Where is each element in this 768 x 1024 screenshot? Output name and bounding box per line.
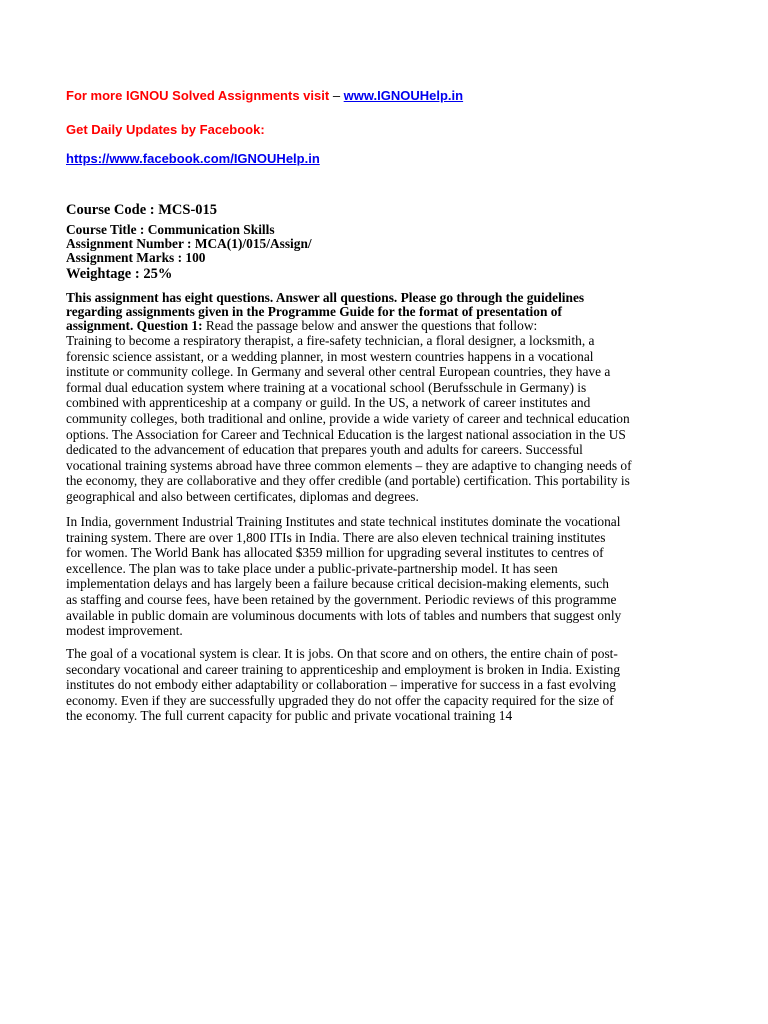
paragraph-line: In India, government Industrial Training Institutes and state technical institutes dominate the vocational (66, 514, 621, 529)
paragraph-line: institute or community college. In Germany and several other central European countries, they have a (66, 364, 611, 380)
course-code: Course Code : MCS-015 (66, 202, 218, 218)
weightage: Weightage : 25% (66, 266, 173, 282)
paragraph-line: geographical and also between certificates, diplomas and degrees. (66, 488, 419, 504)
assignment-number: Assignment Number : MCA(1)/015/Assign/ (66, 236, 312, 251)
course-title: Course Title : Communication Skills (66, 222, 275, 237)
paragraph-line: the economy, they are collaborative and they offer credible (and portable) certification. This portability is (66, 473, 630, 489)
promo-text: For more IGNOU Solved Assignments visit (66, 88, 330, 103)
instructions-line (66, 319, 696, 333)
question-prompt: Read the passage below and answer the questions that follow: (202, 317, 538, 333)
paragraph-line: community colleges, both traditional and online, provide a wide variety of career and technical education (66, 410, 630, 426)
paragraph-line: formal dual education system where training at a vocational school (Berufsschule in Germany) is (66, 379, 587, 395)
paragraph-line: Training to become a respiratory therapist, a fire-safety technician, a floral designer, a locksmith, a (66, 333, 595, 348)
assignment-marks: Assignment Marks : 100 (66, 250, 206, 265)
paragraph-line: vocational training systems abroad have three common elements – they are adaptive to changing needs of (66, 457, 632, 473)
paragraph-2 (66, 514, 696, 639)
paragraph-line: combined with apprenticeship at a company or guild. In the US, a network of career institutes and (66, 395, 591, 411)
paragraph-line: secondary vocational and career training to apprenticeship and employment is broken in India. Existing (66, 661, 621, 677)
paragraph-line: for women. The World Bank has allocated $359 million for upgrading several institutes to centres of (66, 545, 604, 561)
paragraph-line: the economy. The full current capacity for public and private vocational training 14 (66, 708, 513, 724)
paragraph-line: implementation delays and has largely been a failure because critical decision-making elements, such (66, 576, 609, 592)
facebook-label: Get Daily Updates by Facebook: (66, 122, 265, 137)
paragraph-line: as staffing and course fees, have been retained by the government. Periodic reviews of this programme (66, 591, 617, 607)
promo-dash: – (332, 88, 341, 103)
paragraph-1 (66, 333, 696, 505)
paragraph-line: modest improvement. (66, 623, 183, 639)
paragraph-line: excellence. The plan was to take place under a public-private-partnership model. It has seen (66, 560, 558, 576)
instructions-line: This assignment has eight questions. Answer all questions. Please go through the guidelines (66, 290, 585, 305)
instructions (66, 291, 696, 332)
paragraph-line: training system. There are over 1,800 ITIs in India. There are also eleven technical training institutes (66, 529, 606, 545)
promo-line (66, 88, 463, 104)
paragraph-line: economy. Even if they are successfully upgraded they do not offer the capacity required for the size of (66, 692, 614, 708)
paragraph-3 (66, 646, 696, 724)
facebook-line (66, 151, 320, 167)
facebook-link[interactable]: https://www.facebook.com/IGNOUHelp.in (66, 151, 320, 166)
paragraph-line: available in public domain are voluminous documents with lots of tables and numbers that suggest only (66, 607, 622, 623)
question-label: assignment. Question 1: (66, 317, 203, 333)
promo-link[interactable]: www.IGNOUHelp.in (343, 88, 464, 103)
paragraph-line: forensic science assistant, or a wedding planner, in most western countries happens in a vocational (66, 348, 594, 364)
paragraph-line: The goal of a vocational system is clear. It is jobs. On that score and on others, the entire chain of post- (66, 646, 618, 661)
paragraph-line: dedicated to the advancement of education that prepares youth and adults for careers. Successful (66, 442, 583, 458)
paragraph-line: options. The Association for Career and Technical Education is the largest national association in the US (66, 426, 626, 442)
instructions-line: regarding assignments given in the Programme Guide for the format of presentation of (66, 303, 562, 319)
paragraph-line: institutes do not embody either adaptability or collaboration – imperative for success in a fast evolving (66, 677, 616, 693)
